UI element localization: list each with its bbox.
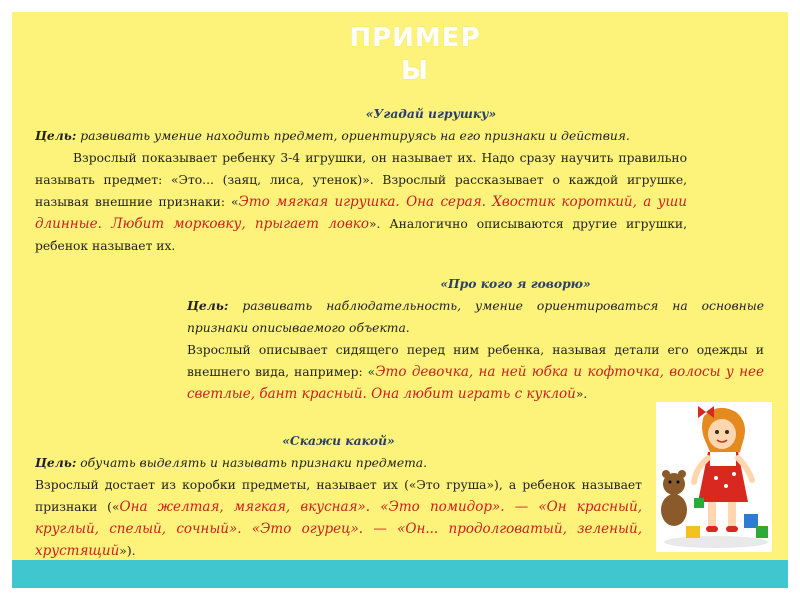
game-goal [187, 295, 764, 339]
bottom-bar [12, 560, 788, 588]
game-heading: «Скажи какой» [282, 433, 395, 448]
quote-text: Она желтая, мягкая, вкусная». «Это помидор». — «Он красный, круглый, спелый, сочный». «Это огурец». — «Он... продолговатый, зеленый, хрустящий [35, 499, 642, 559]
game-block-3 [35, 430, 642, 562]
game-block-1 [35, 103, 687, 257]
goal-label: Цель: [35, 128, 77, 143]
game-goal [35, 125, 687, 147]
girl-icon [656, 402, 772, 552]
description-text: ». Аналогично описываются другие игрушки, ребенок называет их. [35, 217, 687, 253]
game-description [35, 147, 687, 257]
game-description [187, 339, 764, 405]
girl-with-toys-illustration [656, 402, 772, 552]
quote-text: Это девочка, на ней юбка и кофточка, волосы у нее светлые, бант красный. Она любит играть с куклой [187, 364, 764, 402]
description-text: Взрослый достает из коробки предметы, называет их («Это груша»), а ребенок называет признаки (« [35, 478, 642, 514]
goal-text: развивать умение находить предмет, ориентируясь на его признаки и действия. [76, 129, 630, 143]
game-block-2 [187, 273, 764, 405]
description-text: »). [119, 544, 136, 558]
quote-text: Это мягкая игрушка. Она серая. Хвостик короткий, а уши длинные. Любит морковку, прыгает ловко [35, 194, 687, 232]
game-heading: «Про кого я говорю» [440, 276, 591, 291]
description-text: Взрослый описывает сидящего перед ним ребенка, называя детали его одежды и внешнего вида, например: « [187, 343, 764, 379]
goal-label: Цель: [35, 455, 77, 470]
goal-label: Цель: [187, 298, 229, 313]
description-text: Взрослый показывает ребенку 3-4 игрушки, он называет их. Надо сразу научить правильно называть предмет: «Это... (заяц, лиса, утенок)». Взрослый рассказывает о каждой игрушке, называя внешние признаки: « [35, 151, 687, 209]
slide-title: ПРИМЕР Ы [349, 23, 481, 86]
goal-text: обучать выделять и называть признаки предмета. [76, 456, 428, 470]
goal-text: развивать наблюдательность, умение ориентироваться на основные признаки описываемого объекта. [187, 299, 764, 335]
description-text: ». [575, 387, 588, 401]
game-description [35, 474, 642, 562]
game-heading: «Угадай игрушку» [365, 106, 497, 121]
game-goal [35, 452, 642, 474]
